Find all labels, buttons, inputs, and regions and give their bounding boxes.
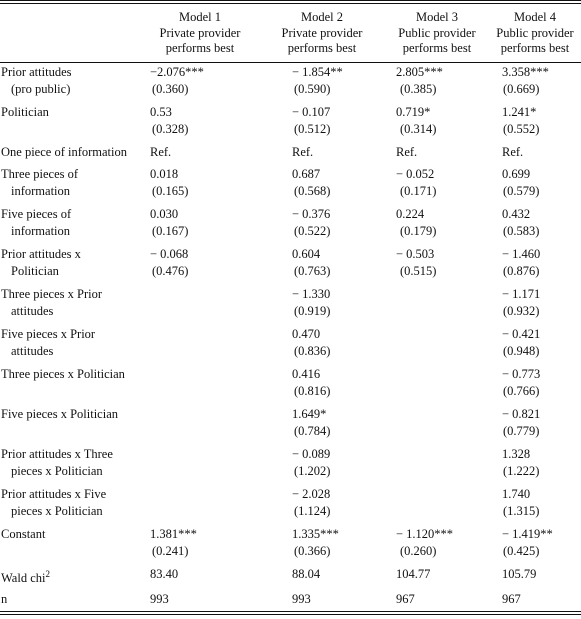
coefficient-value: 83.40 (150, 567, 179, 581)
model-4-cell (489, 286, 581, 326)
row-label-text: One piece of information (1, 145, 127, 159)
standard-error-value: (0.515) (400, 264, 437, 278)
model-1-cell (140, 446, 261, 486)
table-row (0, 566, 581, 591)
coefficient-value: 993 (292, 592, 311, 606)
coefficient-value: Ref. (150, 145, 172, 159)
standard-error-value: (0.522) (294, 224, 331, 238)
standard-error-value: (0.260) (400, 544, 437, 558)
coefficient-value: − 1.330 (292, 287, 331, 301)
coefficient-value: − 1.854** (292, 65, 343, 79)
coefficient-value: − 0.821 (502, 407, 541, 421)
coefficient-value: − 1.419** (502, 527, 553, 541)
standard-error-value: (0.476) (152, 264, 189, 278)
table-row (0, 166, 581, 206)
row-label (0, 326, 140, 366)
model-4-cell (489, 64, 581, 104)
model-4-cell (489, 566, 581, 591)
model-4-cell (489, 246, 581, 286)
coefficient-value: 967 (502, 592, 521, 606)
model-2-cell (261, 64, 383, 104)
row-label-text: Five pieces x Politician (1, 407, 118, 421)
standard-error-value: (0.932) (503, 304, 540, 318)
row-label-continuation: pieces x Politician (11, 464, 103, 478)
model-subtitle: performs best (402, 41, 472, 55)
standard-error-value: (0.425) (503, 544, 540, 558)
coefficient-value: Ref. (396, 145, 418, 159)
model-4-cell (489, 206, 581, 246)
model-3-cell (383, 144, 489, 166)
model-2-cell (261, 166, 383, 206)
model-1-cell (140, 326, 261, 366)
row-label (0, 526, 140, 566)
model-title: Model 4 (513, 10, 556, 24)
row-label (0, 206, 140, 246)
coefficient-value: − 0.376 (292, 207, 331, 221)
row-label-text: Prior attitudes x Five (1, 487, 107, 501)
row-label-line (1, 206, 140, 223)
model-1-cell (140, 246, 261, 286)
coefficient-value: −2.076*** (150, 65, 204, 79)
table-header (0, 10, 581, 58)
model-4-cell (489, 366, 581, 406)
coefficient-value: 0.030 (150, 207, 179, 221)
coefficient-value: 967 (396, 592, 415, 606)
standard-error-value: (1.124) (294, 504, 331, 518)
row-label (0, 104, 140, 144)
row-label-text: Three pieces x Prior (1, 287, 103, 301)
model-1-cell (140, 286, 261, 326)
standard-error-value: (0.779) (503, 424, 540, 438)
coefficient-value: 0.687 (292, 167, 321, 181)
top-rule-double (0, 3, 581, 4)
model-3-cell (383, 406, 489, 446)
model-subtitle: Public provider (496, 25, 574, 40)
row-label-line (1, 246, 140, 263)
model-subtitle: Private provider (281, 25, 363, 40)
model-subtitle: Private provider (159, 25, 241, 40)
standard-error-value: (0.512) (294, 122, 331, 136)
coefficient-value: 0.018 (150, 167, 179, 181)
top-rule (0, 0, 581, 1)
model-1-cell (140, 64, 261, 104)
row-label-text: Five pieces of (1, 207, 72, 221)
row-label-line (1, 591, 140, 608)
coefficient-value: 2.805*** (396, 65, 443, 79)
model-2-cell (261, 144, 383, 166)
coefficient-value: 0.470 (292, 327, 321, 341)
row-label-text: Wald chi (1, 571, 46, 586)
model-1-cell (140, 566, 261, 591)
coefficient-value: 0.432 (502, 207, 531, 221)
model-3-cell (383, 246, 489, 286)
table-row (0, 246, 581, 286)
standard-error-value: (0.366) (294, 544, 331, 558)
coefficient-value: 104.77 (396, 567, 431, 581)
row-label-text: Constant (1, 527, 46, 541)
model-1-cell (140, 166, 261, 206)
model-2-cell (261, 446, 383, 486)
table-row (0, 446, 581, 486)
model-2-cell (261, 104, 383, 144)
standard-error-value: (0.816) (294, 384, 331, 398)
model-3-cell (383, 486, 489, 526)
model-2-cell (261, 406, 383, 446)
row-label-continuation: attitudes (11, 304, 54, 318)
model-2-cell (261, 366, 383, 406)
row-label-line (1, 366, 140, 383)
coefficient-value: − 0.068 (150, 247, 189, 261)
model-3-cell (383, 446, 489, 486)
model-2-cell (261, 246, 383, 286)
standard-error-value: (0.360) (152, 82, 189, 96)
standard-error-value: (0.876) (503, 264, 540, 278)
model-3-cell (383, 566, 489, 591)
coefficient-value: 1.335*** (292, 527, 339, 541)
model-1-cell (140, 104, 261, 144)
coefficient-value: − 1.171 (502, 287, 541, 301)
model-subtitle: Public provider (398, 25, 476, 40)
coefficient-value: − 1.120*** (396, 527, 454, 541)
model-3-cell (383, 591, 489, 616)
model-2-cell (261, 486, 383, 526)
row-label (0, 566, 140, 591)
model-2-cell (261, 526, 383, 566)
model-1-cell (140, 486, 261, 526)
model-2-cell (261, 286, 383, 326)
row-label-line (1, 406, 140, 423)
model-4-cell (489, 406, 581, 446)
table-row (0, 326, 581, 366)
coefficient-value: − 1.460 (502, 247, 541, 261)
table-row (0, 486, 581, 526)
row-label-superscript: 2 (45, 569, 50, 579)
row-label-text: n (1, 592, 8, 606)
row-label-text: Three pieces x Politician (1, 367, 125, 381)
header-rule (0, 62, 581, 63)
standard-error-value: (0.919) (294, 304, 331, 318)
standard-error-value: (0.836) (294, 344, 331, 358)
row-label-line (1, 566, 140, 587)
model-4-cell (489, 591, 581, 616)
coefficient-value: 3.358*** (502, 65, 549, 79)
model-4-cell (489, 446, 581, 486)
model-title: Model 1 (178, 10, 221, 24)
model-4-cell (489, 144, 581, 166)
model-2-cell (261, 206, 383, 246)
coefficient-value: − 0.503 (396, 247, 435, 261)
model-subtitle: performs best (500, 41, 570, 55)
row-label (0, 246, 140, 286)
table-row (0, 104, 581, 144)
standard-error-value: (0.179) (400, 224, 437, 238)
standard-error-value: (0.583) (503, 224, 540, 238)
row-label-text: Prior attitudes (1, 65, 72, 79)
model-4-cell (489, 526, 581, 566)
standard-error-value: (0.590) (294, 82, 331, 96)
row-label-line (1, 144, 140, 161)
standard-error-value: (0.328) (152, 122, 189, 136)
row-label (0, 406, 140, 446)
row-label-line (1, 486, 140, 503)
bottom-rule (0, 611, 581, 612)
standard-error-value: (0.165) (152, 184, 189, 198)
row-label-continuation: pieces x Politician (11, 504, 103, 518)
coefficient-value: − 0.421 (502, 327, 541, 341)
row-label-line (1, 166, 140, 183)
row-label-line (1, 286, 140, 303)
row-label (0, 166, 140, 206)
standard-error-value: (0.568) (294, 184, 331, 198)
coefficient-value: 1.241* (502, 105, 537, 119)
table-row (0, 64, 581, 104)
standard-error-value: (0.784) (294, 424, 331, 438)
coefficient-value: 0.699 (502, 167, 531, 181)
standard-error-value: (0.314) (400, 122, 437, 136)
table-row (0, 286, 581, 326)
coefficient-value: 1.740 (502, 487, 531, 501)
model-1-cell (140, 406, 261, 446)
model-1-header (140, 10, 260, 57)
coefficient-value: 88.04 (292, 567, 321, 581)
table-row (0, 144, 581, 166)
model-3-cell (383, 166, 489, 206)
coefficient-value: − 0.107 (292, 105, 331, 119)
model-subtitle: performs best (165, 41, 235, 55)
model-4-cell (489, 166, 581, 206)
row-label (0, 366, 140, 406)
model-3-cell (383, 366, 489, 406)
table-row (0, 591, 581, 616)
model-1-cell (140, 144, 261, 166)
coefficient-value: − 0.773 (502, 367, 541, 381)
row-label-continuation: information (11, 224, 71, 238)
row-label (0, 64, 140, 104)
model-4-header (489, 10, 581, 57)
row-label-line (1, 64, 140, 81)
coefficient-value: 105.79 (502, 567, 537, 581)
standard-error-value: (1.202) (294, 464, 331, 478)
model-3-cell (383, 326, 489, 366)
standard-error-value: (0.669) (503, 82, 540, 96)
model-title: Model 2 (300, 10, 343, 24)
standard-error-value: (1.222) (503, 464, 540, 478)
row-label (0, 286, 140, 326)
row-label (0, 486, 140, 526)
model-3-cell (383, 206, 489, 246)
model-1-cell (140, 206, 261, 246)
model-4-cell (489, 104, 581, 144)
coefficient-value: − 0.052 (396, 167, 435, 181)
coefficient-value: 0.604 (292, 247, 321, 261)
standard-error-value: (0.385) (400, 82, 437, 96)
table-row (0, 206, 581, 246)
model-3-cell (383, 286, 489, 326)
model-1-cell (140, 526, 261, 566)
model-4-cell (489, 326, 581, 366)
coefficient-value: 1.649* (292, 407, 327, 421)
coefficient-value: 993 (150, 592, 169, 606)
row-label-continuation: attitudes (11, 344, 54, 358)
model-3-cell (383, 526, 489, 566)
model-2-cell (261, 326, 383, 366)
coefficient-value: Ref. (292, 145, 314, 159)
bottom-rule-double (0, 614, 581, 615)
row-label-line (1, 526, 140, 543)
model-title: Model 3 (415, 10, 458, 24)
standard-error-value: (0.171) (400, 184, 437, 198)
coefficient-value: 0.416 (292, 367, 321, 381)
row-label-line (1, 104, 140, 121)
coefficient-value: − 0.089 (292, 447, 331, 461)
row-label (0, 144, 140, 166)
row-label-text: Prior attitudes x Three (1, 447, 113, 461)
model-2-header (261, 10, 383, 57)
coefficient-value: Ref. (502, 145, 524, 159)
standard-error-value: (0.948) (503, 344, 540, 358)
coefficient-value: 0.719* (396, 105, 431, 119)
row-label-continuation: (pro public) (11, 82, 71, 96)
row-label-continuation: information (11, 184, 71, 198)
row-label-text: Prior attitudes x (1, 247, 81, 261)
model-2-cell (261, 591, 383, 616)
standard-error-value: (0.766) (503, 384, 540, 398)
model-1-cell (140, 366, 261, 406)
row-label (0, 446, 140, 486)
standard-error-value: (0.167) (152, 224, 189, 238)
row-label-text: Three pieces of (1, 167, 79, 181)
model-3-cell (383, 104, 489, 144)
table-row (0, 406, 581, 446)
row-label (0, 591, 140, 616)
table-row (0, 366, 581, 406)
row-label-continuation: Politician (11, 264, 59, 278)
model-1-cell (140, 591, 261, 616)
model-subtitle: performs best (287, 41, 357, 55)
coefficient-value: 0.53 (150, 105, 172, 119)
standard-error-value: (0.763) (294, 264, 331, 278)
standard-error-value: (1.315) (503, 504, 540, 518)
model-2-cell (261, 566, 383, 591)
row-label-line (1, 446, 140, 463)
standard-error-value: (0.579) (503, 184, 540, 198)
model-4-cell (489, 486, 581, 526)
coefficient-value: 1.328 (502, 447, 531, 461)
coefficient-value: − 2.028 (292, 487, 331, 501)
row-label-text: Politician (1, 105, 49, 119)
standard-error-value: (0.552) (503, 122, 540, 136)
standard-error-value: (0.241) (152, 544, 189, 558)
coefficient-value: 1.381*** (150, 527, 197, 541)
model-3-cell (383, 64, 489, 104)
coefficient-value: 0.224 (396, 207, 425, 221)
model-3-header (384, 10, 490, 57)
table-row (0, 526, 581, 566)
row-label-text: Five pieces x Prior (1, 327, 96, 341)
row-label-line (1, 326, 140, 343)
coefficient-table (0, 64, 581, 616)
